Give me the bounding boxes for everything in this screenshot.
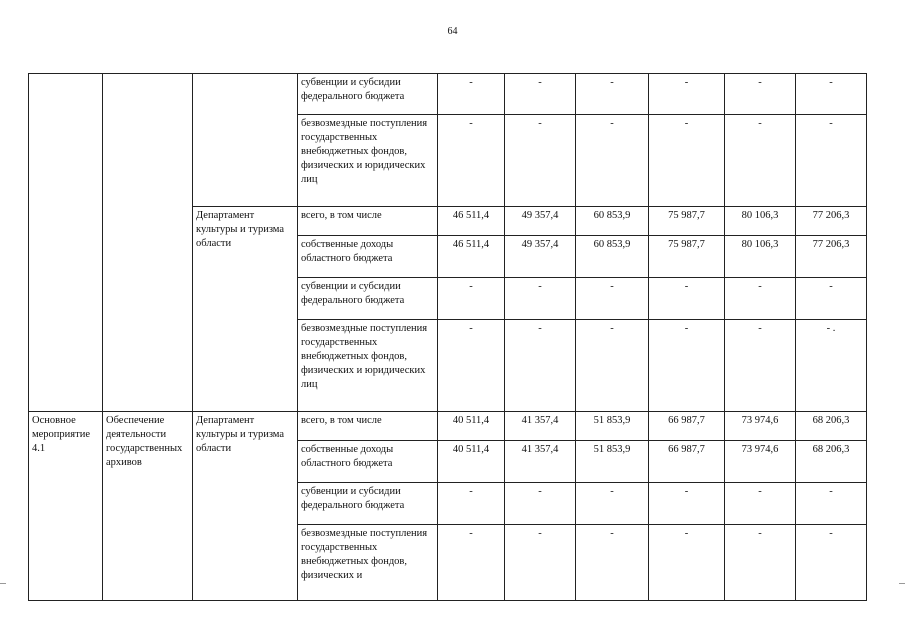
value-cell: 41 357,4 (505, 441, 576, 483)
value-cell: - (505, 278, 576, 320)
value-cell: 73 974,6 (725, 412, 796, 441)
funding-source-cell: собственные доходы областного бюджета (298, 236, 438, 278)
value-cell: 80 106,3 (725, 236, 796, 278)
left-edge-mark (0, 583, 6, 584)
value-cell: - (438, 115, 505, 207)
value-cell: - (576, 74, 649, 115)
value-cell: - (505, 115, 576, 207)
value-cell: 60 853,9 (576, 207, 649, 236)
value-cell: 73 974,6 (725, 441, 796, 483)
value-cell: - (796, 525, 867, 601)
funding-source-cell: всего, в том числе (298, 412, 438, 441)
event-name-cell (103, 74, 193, 412)
event-name-cell: Обеспечение деятельности государственных архивов (103, 412, 193, 601)
value-cell: - (438, 483, 505, 525)
funding-source-cell: собственные доходы областного бюджета (298, 441, 438, 483)
value-cell: - (725, 74, 796, 115)
value-cell: - (725, 483, 796, 525)
value-cell: - (649, 278, 725, 320)
value-cell: - (725, 278, 796, 320)
right-edge-mark (899, 583, 905, 584)
funding-source-cell: субвенции и субсидии федерального бюджета (298, 74, 438, 115)
value-cell: 77 206,3 (796, 207, 867, 236)
value-cell: 40 511,4 (438, 441, 505, 483)
value-cell: - (649, 320, 725, 412)
value-cell: 68 206,3 (796, 412, 867, 441)
executor-cell: Департамент культуры и туризма области (193, 207, 298, 412)
executor-cell (193, 74, 298, 207)
value-cell: 46 511,4 (438, 207, 505, 236)
value-cell: - (649, 483, 725, 525)
value-cell: 51 853,9 (576, 412, 649, 441)
value-cell: - (505, 320, 576, 412)
value-cell: - (725, 320, 796, 412)
budget-table-container (28, 73, 866, 601)
table-row (29, 412, 867, 441)
value-cell: 68 206,3 (796, 441, 867, 483)
event-cell (29, 74, 103, 412)
value-cell: - (725, 115, 796, 207)
value-cell: - (576, 525, 649, 601)
value-cell: 49 357,4 (505, 236, 576, 278)
value-cell: - (505, 525, 576, 601)
value-cell: - (438, 74, 505, 115)
value-cell: - (438, 525, 505, 601)
value-cell: - (576, 115, 649, 207)
funding-source-cell: субвенции и субсидии федерального бюджета (298, 278, 438, 320)
value-cell: - (649, 525, 725, 601)
value-cell: - (796, 74, 867, 115)
value-cell: - (725, 525, 796, 601)
funding-source-cell: безвозмездные поступления государственных внебюджетных фондов, физических и юридических лиц (298, 115, 438, 207)
value-cell: - (438, 320, 505, 412)
value-cell: - (576, 278, 649, 320)
budget-table (28, 73, 867, 601)
value-cell: - (649, 115, 725, 207)
value-cell: 46 511,4 (438, 236, 505, 278)
value-cell: 75 987,7 (649, 207, 725, 236)
value-cell: 75 987,7 (649, 236, 725, 278)
value-cell: - (796, 115, 867, 207)
table-row (29, 74, 867, 115)
value-cell: 77 206,3 (796, 236, 867, 278)
value-cell: - (796, 483, 867, 525)
value-cell: 41 357,4 (505, 412, 576, 441)
value-cell: 66 987,7 (649, 412, 725, 441)
value-cell: - (438, 278, 505, 320)
value-cell: - . (796, 320, 867, 412)
value-cell: - (576, 483, 649, 525)
value-cell: 49 357,4 (505, 207, 576, 236)
page-number: 64 (447, 26, 458, 37)
value-cell: 80 106,3 (725, 207, 796, 236)
funding-source-cell: безвозмездные поступления государственных внебюджетных фондов, физических и (298, 525, 438, 601)
funding-source-cell: всего, в том числе (298, 207, 438, 236)
funding-source-cell: безвозмездные поступления государственных внебюджетных фондов, физических и юридических лиц (298, 320, 438, 412)
executor-cell: Департамент культуры и туризма области (193, 412, 298, 601)
value-cell: 60 853,9 (576, 236, 649, 278)
value-cell: - (505, 483, 576, 525)
value-cell: 66 987,7 (649, 441, 725, 483)
value-cell: - (796, 278, 867, 320)
event-cell: Основное мероприятие 4.1 (29, 412, 103, 601)
value-cell: 40 511,4 (438, 412, 505, 441)
value-cell: - (576, 320, 649, 412)
value-cell: - (649, 74, 725, 115)
value-cell: - (505, 74, 576, 115)
value-cell: 51 853,9 (576, 441, 649, 483)
funding-source-cell: субвенции и субсидии федерального бюджета (298, 483, 438, 525)
